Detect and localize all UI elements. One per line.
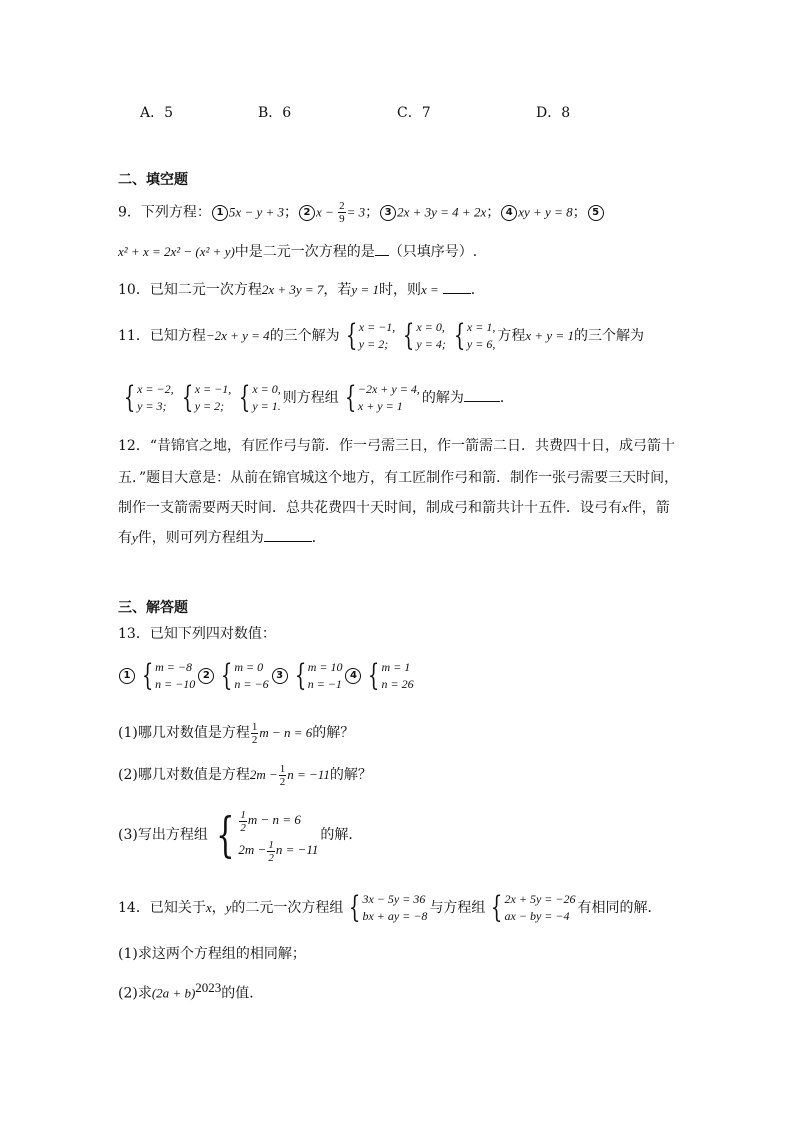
pair-3: { m = 10 n = −1 xyxy=(294,658,343,693)
circled-number-2: 2 xyxy=(299,205,315,221)
question-13-sub-3: (3)写出方程组 { $\frac{1}{2}$ m − n = 6 2m − $\frac{1}{2}$ n = −11 的解． xyxy=(118,807,363,864)
choice-a: A．5 xyxy=(140,105,174,121)
question-14-sub-2: (2)求$(2a + b)^{2023}$的值． xyxy=(118,980,264,1002)
circled-number-4: 4 xyxy=(345,668,361,684)
pair-2: { m = 0 n = −6 xyxy=(221,658,269,693)
question-10: 10．已知二元一次方程2x + 3y = 7，若y = 1时，则x = ． xyxy=(118,282,485,298)
pair-1: { m = −8 n = −10 xyxy=(141,658,196,693)
circled-number-3: 3 xyxy=(272,668,288,684)
question-12-line-4: 有y件，则可列方程组为 ． xyxy=(118,530,326,546)
fraction-two-ninths: $\frac{2}{9}$ xyxy=(339,200,345,225)
circled-number-1: 1 xyxy=(212,205,228,221)
solution-system-2: { x = 0, y = 4; xyxy=(403,318,446,353)
circled-number-1: 1 xyxy=(119,668,135,684)
question-13-sub-1: (1)哪几对数值是方程 $\frac{1}{2}$ m − n = 6的解？ xyxy=(118,720,355,746)
fraction-one-half: $\frac{1}{2}$ xyxy=(279,762,286,788)
circled-number-3: 3 xyxy=(380,205,396,221)
fraction-one-half: $\frac{1}{2}$ xyxy=(251,720,258,746)
circled-number-4: 4 xyxy=(501,205,517,221)
question-13-pairs xyxy=(118,656,754,696)
solution-system-1: { x = −1, y = 2; xyxy=(345,318,396,353)
section-title-fill-in: 二、填空题 xyxy=(118,172,188,188)
solution-system-6: { x = 0, y = 1. xyxy=(239,380,281,415)
question-11-line-2: { x = −2, y = 3; { x = −1, y = 2; { x = 0, y = 1. 则方程组 { −2x + y = 4, x + y = 1 的解为 ． xyxy=(118,378,754,418)
question-13-prefix: 13．已知下列四对数值： xyxy=(118,626,276,642)
solution-system-5: { x = −1, y = 2; xyxy=(181,380,232,415)
equation-system-11: { −2x + y = 4, x + y = 1 xyxy=(344,380,420,415)
question-12-line-2: 五．”题目大意是：从前在锦官城这个地方，有工匠制作弓和箭．制作一张弓需要三天时间， xyxy=(118,470,679,486)
question-14: 14．已知关于x，y的二元一次方程组 { 3x − 5y = 36 bx + ay = −8 与方程组 { 2x + 5y = −26 ax − by = −4 有相同的解． xyxy=(118,890,662,925)
equation-system-14-b: { 2x + 5y = −26 ax − by = −4 xyxy=(491,890,576,925)
answer-blank-10[interactable] xyxy=(443,281,471,294)
answer-blank-9[interactable] xyxy=(375,243,389,256)
question-14-sub-1: (1)求这两个方程组的相同解； xyxy=(118,946,306,962)
question-12-line-3: 制作一支箭需要两天时间．总共花费四十天时间，制成弓和箭共计十五件．设弓有x件，箭 xyxy=(118,500,670,516)
section-title-solve: 三、解答题 xyxy=(118,600,188,616)
question-9-line-1: 9．下列方程： 1 5x − y + 3； 2 x − $\frac{2}{9}$ = 3； 3 2x + 3y = 4 + 2x； 4 xy + y = 8； 5 xyxy=(118,200,754,225)
question-11-line-1: 11．已知方程−2x + y = 4的三个解为 { x = −1, y = 2; { x = 0, y = 4; { x = 1, y = 6, 方程x + y = 1的三个解为 xyxy=(118,318,644,353)
circled-number-2: 2 xyxy=(198,668,214,684)
question-9-line-2: x² + x = 2x² − (x² + y)中是二元一次方程的是 （只填序号）. xyxy=(118,244,478,260)
answer-blank-11[interactable] xyxy=(464,389,500,402)
choice-c: C．7 xyxy=(397,105,431,121)
circled-number-5: 5 xyxy=(588,205,604,221)
equation-system-14-a: { 3x − 5y = 36 bx + ay = −8 xyxy=(349,890,428,925)
choice-d: D．8 xyxy=(536,105,571,121)
pair-4: { m = 1 n = 26 xyxy=(368,658,414,693)
question-13-sub-2: (2)哪几对数值是方程2m − $\frac{1}{2}$ n = −11的解？ xyxy=(118,762,372,788)
solution-system-4: { x = −2, y = 3; xyxy=(123,380,174,415)
equation-system-13: { $\frac{1}{2}$ m − n = 6 2m − $\frac{1}{2}$ n = −11 xyxy=(215,807,319,864)
question-12-line-1: 12．“昔锦官之地，有匠作弓与箭．作一弓需三日，作一箭需二日．共费四十日，成弓箭十 xyxy=(118,438,675,454)
solution-system-3: { x = 1, y = 6, xyxy=(453,318,496,353)
choice-b: B．6 xyxy=(258,105,292,121)
answer-blank-12[interactable] xyxy=(264,529,312,542)
